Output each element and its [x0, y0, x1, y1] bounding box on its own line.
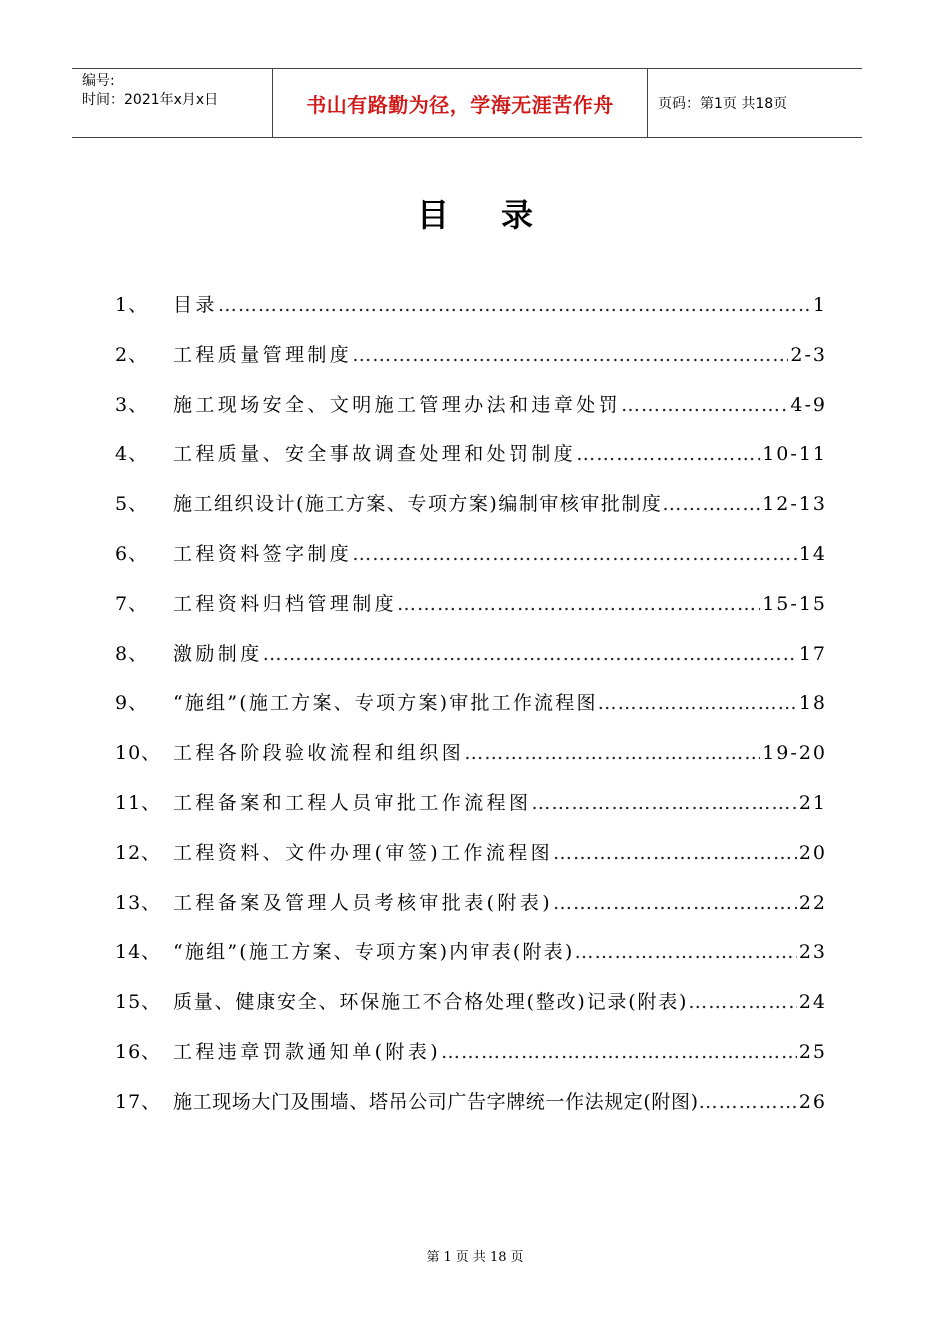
toc-leader [553, 892, 797, 914]
toc-title: 工程备案和工程人员审批工作流程图 [173, 791, 532, 814]
toc-number: 2、 [115, 343, 149, 366]
toc-page: 2-3 [790, 343, 827, 366]
toc-page: 1 [812, 294, 827, 316]
footer-total-pages: 18 [489, 1250, 507, 1265]
toc-title: “施组”(施工方案、专项方案)内审表(附表) [173, 941, 575, 964]
toc-page: 22 [798, 891, 827, 914]
toc-number: 10、 [115, 742, 162, 765]
footer-suffix: 页 [510, 1250, 524, 1265]
toc-title: 工程资料签字制度 [173, 542, 353, 565]
toc-page: 25 [798, 1040, 827, 1063]
toc-page: 17 [798, 642, 827, 665]
toc-item [115, 688, 827, 738]
toc-title: 工程各阶段验收流程和组织图 [173, 742, 465, 765]
toc-item [115, 788, 827, 838]
document-time: 时间：2021年x月x日 [82, 92, 219, 108]
toc-item [115, 439, 827, 489]
toc-leader [688, 991, 797, 1013]
toc-number: 1、 [115, 294, 149, 316]
toc-number: 15、 [115, 991, 162, 1014]
toc-number: 12、 [115, 841, 162, 864]
toc-number: 4、 [115, 443, 149, 466]
toc-leader [464, 742, 760, 764]
toc-leader [598, 692, 797, 714]
toc-leader [531, 792, 796, 814]
toc-number: 5、 [115, 493, 149, 516]
toc-page: 4-9 [790, 393, 827, 416]
toc-number: 13、 [115, 891, 162, 914]
page-header [72, 68, 862, 138]
toc-title: “施组”(施工方案、专项方案)审批工作流程图 [173, 692, 598, 715]
footer-mid: 页 共 [455, 1250, 486, 1265]
toc-number: 16、 [115, 1040, 162, 1063]
toc-leader [621, 394, 788, 416]
toc-item [115, 1087, 827, 1137]
toc-page: 18 [798, 692, 827, 715]
footer-prefix: 第 [426, 1250, 440, 1265]
toc-number: 17、 [115, 1090, 162, 1113]
toc-number: 3、 [115, 393, 149, 416]
toc-item [115, 937, 827, 987]
toc-leader [352, 543, 797, 565]
toc-item [115, 987, 827, 1037]
toc-page: 23 [798, 941, 827, 964]
toc-number: 7、 [115, 592, 149, 615]
toc-title: 目录 [173, 294, 218, 316]
toc-item [115, 589, 827, 639]
page-footer [0, 1246, 950, 1265]
toc-page: 12-13 [762, 493, 827, 516]
toc-item [115, 390, 827, 440]
toc-title: 工程资料归档管理制度 [173, 592, 398, 615]
toc-leader [662, 493, 760, 515]
toc-title: 施工组织设计(施工方案、专项方案)编制审核审批制度 [173, 493, 663, 516]
toc-title: 质量、健康安全、环保施工不合格处理(整改)记录(附表) [173, 991, 689, 1014]
toc-title: 工程违章罚款通知单(附表) [173, 1040, 442, 1063]
toc-title: 工程资料、文件办理(审签)工作流程图 [173, 841, 554, 864]
toc-leader [218, 294, 811, 316]
toc-page: 14 [798, 542, 827, 565]
toc-number: 11、 [115, 791, 162, 814]
toc-page: 10-11 [762, 443, 827, 466]
toc-leader [352, 344, 788, 366]
toc-item [115, 838, 827, 888]
toc-title: 施工现场大门及围墙、塔吊公司广告字牌统一作法规定(附图) [173, 1090, 699, 1113]
page-title: 目录 [416, 196, 585, 234]
toc-item [115, 888, 827, 938]
toc-item [115, 290, 827, 340]
toc-item [115, 738, 827, 788]
header-meta [72, 69, 272, 137]
toc-number: 6、 [115, 542, 149, 565]
toc-item [115, 489, 827, 539]
table-of-contents [115, 290, 827, 1137]
toc-leader [263, 643, 797, 665]
toc-leader [576, 443, 760, 465]
toc-leader [699, 1091, 797, 1113]
toc-page: 21 [798, 791, 827, 814]
toc-item [115, 539, 827, 589]
toc-item [115, 639, 827, 689]
toc-number: 8、 [115, 642, 149, 665]
header-page-info: 页码：第1页 共18页 [658, 96, 788, 112]
document-number-label: 编号: [82, 73, 115, 89]
toc-title: 激励制度 [173, 642, 263, 665]
toc-title: 施工现场安全、文明施工管理办法和违章处罚 [173, 393, 622, 416]
footer-current-page: 1 [443, 1250, 452, 1265]
toc-number: 9、 [115, 692, 149, 715]
toc-leader [397, 593, 760, 615]
toc-item [115, 1037, 827, 1087]
toc-number: 14、 [115, 941, 162, 964]
toc-item [115, 340, 827, 390]
toc-page: 20 [798, 841, 827, 864]
toc-leader [574, 941, 796, 963]
header-motto: 书山有路勤为径，学海无涯苦作舟 [272, 69, 648, 137]
toc-page: 26 [798, 1090, 827, 1113]
toc-title: 工程质量管理制度 [173, 343, 353, 366]
toc-page: 15-15 [762, 592, 827, 615]
toc-title: 工程备案及管理人员考核审批表(附表) [173, 891, 554, 914]
toc-page: 24 [798, 991, 827, 1014]
toc-leader [553, 842, 797, 864]
toc-leader [441, 1041, 797, 1063]
toc-title: 工程质量、安全事故调查处理和处罚制度 [173, 443, 577, 466]
toc-page: 19-20 [762, 742, 827, 765]
